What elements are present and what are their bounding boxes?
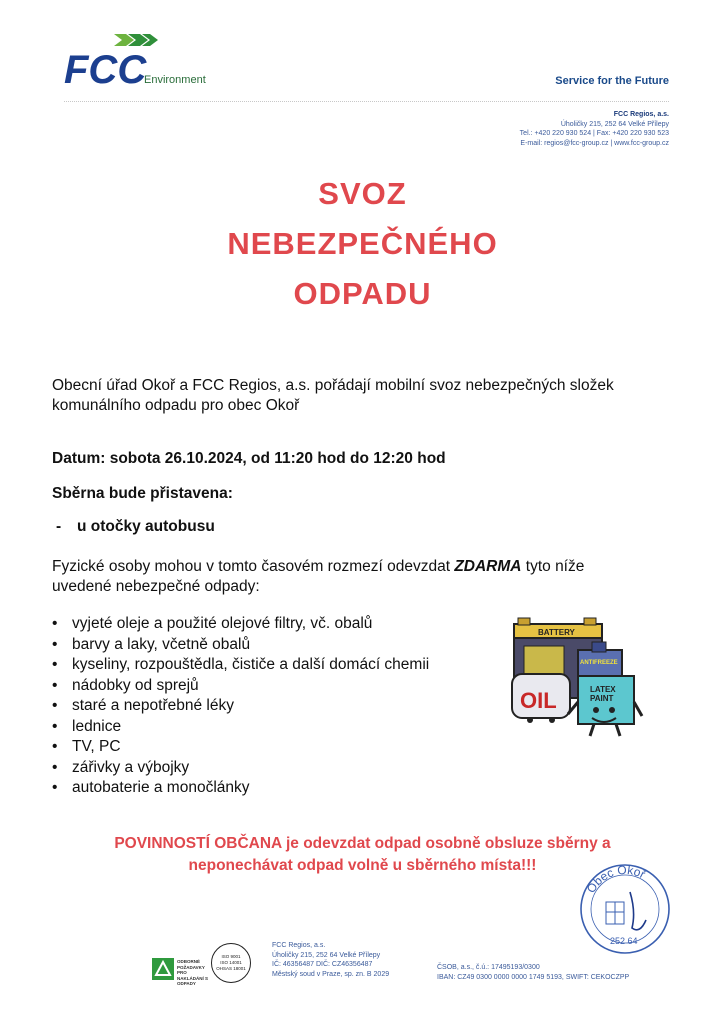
bullet: •: [52, 635, 58, 653]
title-line-2: NEBEZPEČNÉHO: [227, 226, 498, 261]
svg-text:FCC: FCC: [64, 48, 147, 90]
municipal-stamp: [576, 862, 674, 956]
persons-text-after: tyto níže: [521, 558, 585, 575]
certification-logo: [152, 958, 174, 980]
iso-seal: [211, 943, 251, 983]
tagline: Service for the Future: [555, 75, 669, 87]
ohsas-18001: OHSAS 18001: [216, 966, 246, 971]
svg-text:OIL: OIL: [520, 688, 557, 713]
header-phone: Tel.: +420 220 930 524 | Fax: +420 220 930 523: [519, 130, 669, 137]
svg-text:PAINT: PAINT: [590, 694, 614, 703]
intro-line-2: komunálního odpadu pro obec Okoř: [52, 397, 300, 414]
bullet: •: [52, 676, 58, 694]
hazardous-waste-illustration: [508, 616, 644, 740]
bullet: •: [52, 738, 58, 755]
persons-paragraph: [52, 557, 584, 597]
bullet: •: [52, 656, 58, 673]
title-line-1: SVOZ: [318, 176, 407, 211]
header-company: FCC Regios, a.s.: [613, 111, 669, 118]
certification-text: ODBORNÉ POŽADAVKY PRO NAKLÁDÁNÍ S ODPADY: [177, 959, 208, 986]
list-item: • vyjeté oleje a použité olejové filtry, vč. obalů: [52, 614, 429, 635]
list-item: • lednice: [52, 717, 429, 738]
footer-bank-account: ČSOB, a.s., č.ú.: 17495193/0300: [437, 964, 540, 971]
footer-iban: IBAN: CZ49 0300 0000 0000 1749 5193, SWIFT: CEKOCZPP: [437, 973, 630, 981]
svg-text:BATTERY: BATTERY: [538, 628, 575, 637]
duty-line-1: POVINNOSTÍ OBČANA je odevzdat odpad osobně obsluze sběrny a: [114, 835, 611, 852]
header-web[interactable]: E-mail: regios@fcc-group.cz | www.fcc-group.cz: [520, 139, 669, 147]
svg-text:Obec Okoř: Obec Okoř: [583, 862, 648, 896]
bullet: •: [52, 758, 58, 776]
place-dash: -: [56, 518, 62, 535]
bullet: •: [52, 717, 58, 735]
footer-company-block: [272, 941, 389, 979]
footer-ids: IČ: 46356487 DIČ: CZ46356487: [272, 961, 373, 968]
bullet: •: [52, 697, 58, 714]
title-line-3: ODPADU: [293, 276, 432, 311]
footer-court: Městský soud v Praze, sp. zn. B 2029: [272, 970, 390, 978]
bullet: •: [52, 615, 58, 632]
persons-line-2: uvedené nebezpečné odpady:: [52, 578, 260, 595]
intro-line-1: Obecní úřad Okoř a FCC Regios, a.s. pořádají mobilní svoz nebezpečných složek: [52, 377, 614, 394]
logo-subtitle: Environment: [144, 74, 206, 86]
iso-14001: ISO 14001: [220, 960, 242, 965]
list-item: • TV, PC: [52, 737, 429, 758]
persons-free-emphasis: ZDARMA: [454, 558, 522, 575]
svg-text:252 64: 252 64: [610, 936, 638, 946]
persons-line-1: [52, 557, 584, 577]
svg-text:ANTIFREEZE: ANTIFREEZE: [580, 660, 618, 666]
bullet: •: [52, 779, 58, 796]
header-contact: [520, 110, 669, 148]
date-line: Datum: sobota 26.10.2024, od 11:20 hod do 12:20 hod: [52, 450, 446, 467]
waste-list: [52, 614, 429, 799]
duty-line-2: neponechávat odpad volně u sběrného místa!!!: [188, 857, 537, 874]
list-item: • autobaterie a monočlánky: [52, 778, 429, 799]
footer-company: FCC Regios, a.s.: [272, 942, 326, 949]
list-item: • kyseliny, rozpouštědla, čističe a další domácí chemii: [52, 655, 429, 676]
iso-9001: ISO 9001: [221, 954, 241, 959]
list-item: • staré a nepotřebné léky: [52, 696, 429, 717]
place-heading: Sběrna bude přistavena:: [52, 485, 233, 502]
svg-text:LATEX: LATEX: [590, 685, 616, 694]
list-item: • nádobky od sprejů: [52, 676, 429, 697]
list-item: • zářivky a výbojky: [52, 758, 429, 779]
place-value: u otočky autobusu: [77, 518, 215, 535]
persons-text-before: Fyzické osoby mohou v tomto časovém rozmezí odevzdat: [52, 558, 455, 575]
header-divider: [64, 101, 669, 102]
list-item: • barvy a laky, včetně obalů: [52, 635, 429, 656]
footer-address: Úholičky 215, 252 64 Velké Přílepy: [272, 951, 381, 959]
header-address: Úholičky 215, 252 64 Velké Přílepy: [560, 120, 669, 128]
footer-bank-block: [437, 963, 629, 982]
recycle-triangle-icon: [152, 958, 174, 980]
intro-paragraph: [52, 376, 614, 416]
